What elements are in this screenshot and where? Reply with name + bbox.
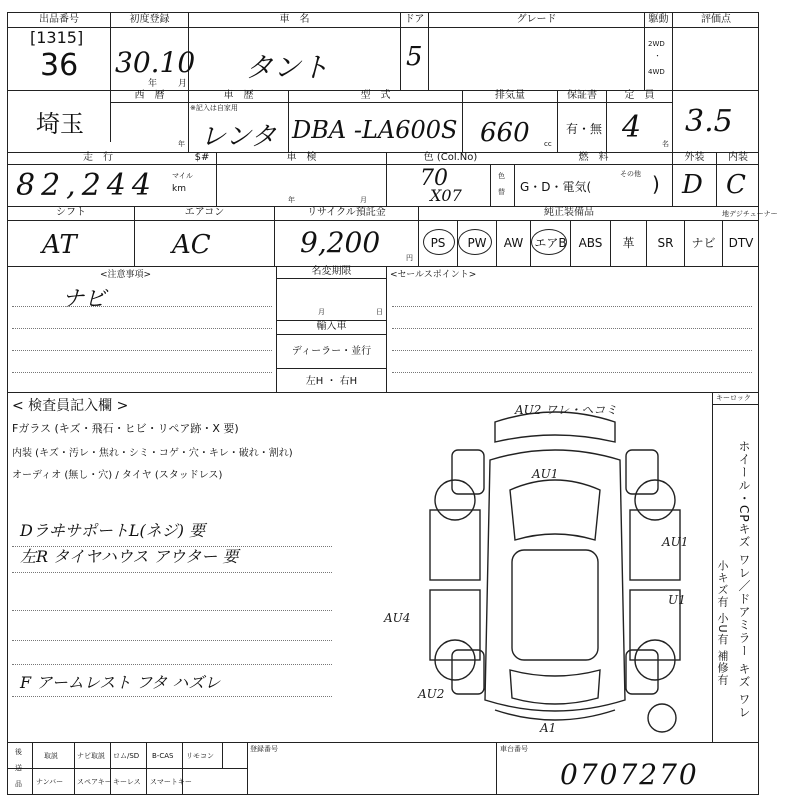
rule bbox=[712, 404, 759, 405]
footer-item: B-CAS bbox=[152, 752, 174, 760]
reg-number-label: 登録番号 bbox=[250, 745, 278, 753]
displacement-label: 排気量 bbox=[495, 90, 525, 101]
footer-item: スマートキー bbox=[150, 778, 192, 786]
equipment-item: DTV bbox=[722, 221, 759, 266]
car-name-value: タント bbox=[245, 51, 330, 84]
inspection-label: 車 検 bbox=[286, 152, 317, 163]
shift-value: AT bbox=[42, 230, 77, 260]
footer-item: スペアキー bbox=[77, 778, 112, 786]
footer-item: ロム/SD bbox=[113, 752, 140, 760]
color-change-2: 替 bbox=[498, 188, 505, 196]
rear-label: 品 bbox=[15, 780, 22, 788]
rule bbox=[7, 768, 247, 769]
lot-number: 36 bbox=[40, 48, 79, 83]
dotted-line bbox=[12, 640, 332, 641]
rule bbox=[7, 742, 759, 743]
rule bbox=[7, 27, 759, 28]
name-change-day: 日 bbox=[376, 308, 383, 316]
color-label: 色 (Col.No) bbox=[423, 152, 478, 163]
damage-mark: AU1 bbox=[662, 535, 689, 549]
rule bbox=[32, 742, 33, 795]
zero-label: $# bbox=[194, 152, 210, 163]
grade-label: グレード bbox=[516, 14, 557, 25]
footer-item: リモコン bbox=[186, 752, 214, 760]
caution-value: ナビ bbox=[62, 287, 107, 312]
rule bbox=[7, 164, 759, 165]
equipment-item: PW bbox=[457, 221, 496, 266]
footer-item: ナンバー bbox=[36, 778, 64, 786]
damage-mark: AU2 ワレ・ヘコミ bbox=[515, 403, 618, 417]
color-change-1: 色 bbox=[498, 172, 505, 180]
mileage-unit-mile: マイル bbox=[172, 172, 193, 180]
dotted-line bbox=[392, 350, 752, 351]
rule bbox=[110, 102, 672, 103]
rule bbox=[386, 266, 387, 392]
doors-label: ドア bbox=[404, 14, 425, 25]
interior-label: 内装 bbox=[728, 152, 748, 163]
ac-value: AC bbox=[172, 230, 211, 260]
first-reg-value: 30.10 bbox=[115, 46, 196, 79]
rule bbox=[146, 742, 147, 795]
displacement-value: 660 bbox=[480, 118, 530, 148]
inspector-note-2: 左R タイヤハウス アウター 要 bbox=[20, 547, 239, 566]
equipment-item: PS bbox=[430, 236, 446, 250]
warranty-value: 有・無 bbox=[566, 122, 603, 136]
dotted-line bbox=[12, 372, 272, 373]
equipment-item: ナビ bbox=[684, 221, 722, 266]
rule bbox=[247, 742, 248, 795]
lot-label: 出品番号 bbox=[39, 14, 79, 25]
wheel-side-text: ホイール・CPキズ ワレ／ドアミラー キズ ワレ bbox=[737, 440, 751, 720]
side-note-text: 小キズ有 小U有 補修有 bbox=[716, 560, 729, 687]
audio-line: オーディオ (無し・穴) / タイヤ (スタッドレス) bbox=[12, 470, 223, 481]
key-rock-label: キーロック bbox=[716, 394, 751, 402]
rule bbox=[276, 334, 386, 335]
equip-circle bbox=[423, 229, 455, 255]
exterior-value: D bbox=[682, 170, 703, 200]
fuel-other: その他 bbox=[620, 170, 641, 178]
rule bbox=[276, 368, 386, 369]
damage-mark: U1 bbox=[668, 593, 686, 607]
inspector-note-3: F アームレスト フタ ハズレ bbox=[20, 673, 221, 692]
fuel-value: G・D・電気( bbox=[520, 180, 592, 194]
exterior-label: 外装 bbox=[684, 152, 705, 163]
inspection-month: 月 bbox=[360, 196, 367, 204]
rule bbox=[7, 392, 759, 393]
glass-line: Fガラス (キズ・飛石・ヒビ・リペア跡・X 要) bbox=[12, 422, 239, 435]
doors-value: 5 bbox=[406, 42, 423, 72]
inspector-title: < 検査員記入欄 > bbox=[12, 398, 129, 414]
rule bbox=[496, 742, 497, 795]
drive-label: 駆動 bbox=[648, 14, 669, 25]
inspector-note-1: DラヰサポートL(ネジ) 要 bbox=[20, 521, 206, 540]
dotted-line bbox=[392, 328, 752, 329]
damage-mark: A1 bbox=[540, 721, 557, 735]
damage-mark: AU2 bbox=[418, 687, 445, 701]
equipment-item: AW bbox=[496, 221, 530, 266]
car-name-label: 車 名 bbox=[279, 14, 310, 25]
dotted-line bbox=[12, 572, 332, 573]
history-note: ※記入は自家用 bbox=[190, 104, 238, 112]
score-label: 評価点 bbox=[701, 14, 731, 25]
fuel-close: ) bbox=[652, 172, 660, 196]
drive-dot: ・ bbox=[654, 52, 661, 60]
car-diagram bbox=[384, 400, 710, 740]
warranty-label: 保証書 bbox=[567, 90, 597, 101]
first-reg-label: 初度登録 bbox=[129, 14, 170, 25]
import-label: 輸入車 bbox=[316, 321, 347, 332]
ac-label: エアコン bbox=[184, 207, 225, 218]
rule bbox=[490, 164, 491, 206]
recycle-label: リサイクル預託金 bbox=[307, 207, 386, 218]
mileage-unit-km: km bbox=[172, 184, 186, 194]
rule bbox=[110, 742, 111, 795]
rule bbox=[110, 12, 111, 142]
history-value: レンタ bbox=[200, 122, 277, 152]
rule bbox=[276, 278, 386, 279]
footer-item: ナビ取説 bbox=[77, 752, 105, 760]
footer-item: 取説 bbox=[44, 752, 58, 760]
damage-mark: AU1 bbox=[532, 467, 559, 481]
west-label: 西 暦 bbox=[134, 90, 165, 101]
rear-label: 後 bbox=[15, 748, 22, 756]
interior-line: 内装 (キズ・汚レ・焦れ・シミ・コゲ・穴・キレ・破れ・割れ) bbox=[12, 448, 293, 459]
rule bbox=[74, 742, 75, 795]
recycle-unit: 円 bbox=[406, 254, 413, 262]
shift-label: シフト bbox=[56, 207, 86, 218]
equipment-item: エアB bbox=[530, 221, 570, 266]
equip-circle bbox=[458, 229, 492, 255]
dotted-line bbox=[12, 328, 272, 329]
displacement-unit: cc bbox=[544, 140, 552, 148]
name-change-label: 名変期限 bbox=[311, 266, 352, 277]
equipment-item: SR bbox=[646, 221, 684, 266]
capacity-label: 定 員 bbox=[624, 90, 655, 101]
interior-value: C bbox=[726, 170, 746, 200]
equipment-item: ABS bbox=[570, 221, 610, 266]
caution-label: <注意事項> bbox=[100, 270, 152, 280]
dotted-line bbox=[12, 664, 332, 665]
equipment-label: 純正装備品 bbox=[544, 207, 594, 218]
rear-label: 送 bbox=[15, 764, 22, 772]
model-value: DBA -LA600S bbox=[292, 116, 458, 144]
chassis-value: 0707270 bbox=[560, 758, 699, 791]
mileage-value: 82,244 bbox=[16, 168, 157, 203]
rule bbox=[182, 742, 183, 795]
color-value: 70 bbox=[420, 166, 448, 191]
dotted-line bbox=[12, 306, 272, 307]
month-unit: 月 bbox=[178, 79, 188, 89]
capacity-unit: 名 bbox=[662, 140, 669, 148]
drive-4wd: 4WD bbox=[648, 68, 665, 76]
year-unit: 年 bbox=[148, 79, 158, 89]
capacity-value: 4 bbox=[622, 110, 642, 145]
name-change-month: 月 bbox=[318, 308, 325, 316]
dotted-line bbox=[12, 350, 272, 351]
digital-tuner-label: 地デジチューナー bbox=[722, 210, 778, 218]
drive-2wd: 2WD bbox=[648, 40, 665, 48]
rule bbox=[514, 164, 515, 206]
sales-point-label: <セールスポイント> bbox=[390, 270, 477, 280]
dotted-line bbox=[392, 306, 752, 307]
color-code: X07 bbox=[430, 186, 462, 205]
steering-label: 左H ・ 右H bbox=[305, 376, 358, 387]
mileage-label: 走 行 bbox=[83, 152, 113, 163]
footer-item: キーレス bbox=[113, 778, 141, 786]
rule bbox=[672, 90, 673, 152]
year-small: 年 bbox=[178, 140, 185, 148]
rule bbox=[222, 742, 223, 768]
equip-circle bbox=[531, 229, 567, 255]
rule bbox=[712, 392, 713, 742]
dealer-label: ディーラー・並行 bbox=[291, 346, 372, 357]
recycle-value: 9,200 bbox=[300, 226, 381, 259]
score-value: 3.5 bbox=[685, 104, 733, 139]
dotted-line bbox=[12, 610, 332, 611]
region-value: 埼玉 bbox=[36, 110, 84, 138]
dotted-line bbox=[12, 696, 332, 697]
lot-number-bracket: [1315] bbox=[30, 28, 84, 47]
model-label: 型 式 bbox=[360, 90, 391, 101]
chassis-label: 車台番号 bbox=[500, 745, 528, 753]
fuel-label: 燃 料 bbox=[578, 152, 609, 163]
equipment-item: 革 bbox=[610, 221, 646, 266]
dotted-line bbox=[392, 372, 752, 373]
inspection-year: 年 bbox=[288, 196, 295, 204]
damage-mark: AU4 bbox=[384, 611, 411, 625]
history-label: 車 歴 bbox=[223, 90, 254, 101]
